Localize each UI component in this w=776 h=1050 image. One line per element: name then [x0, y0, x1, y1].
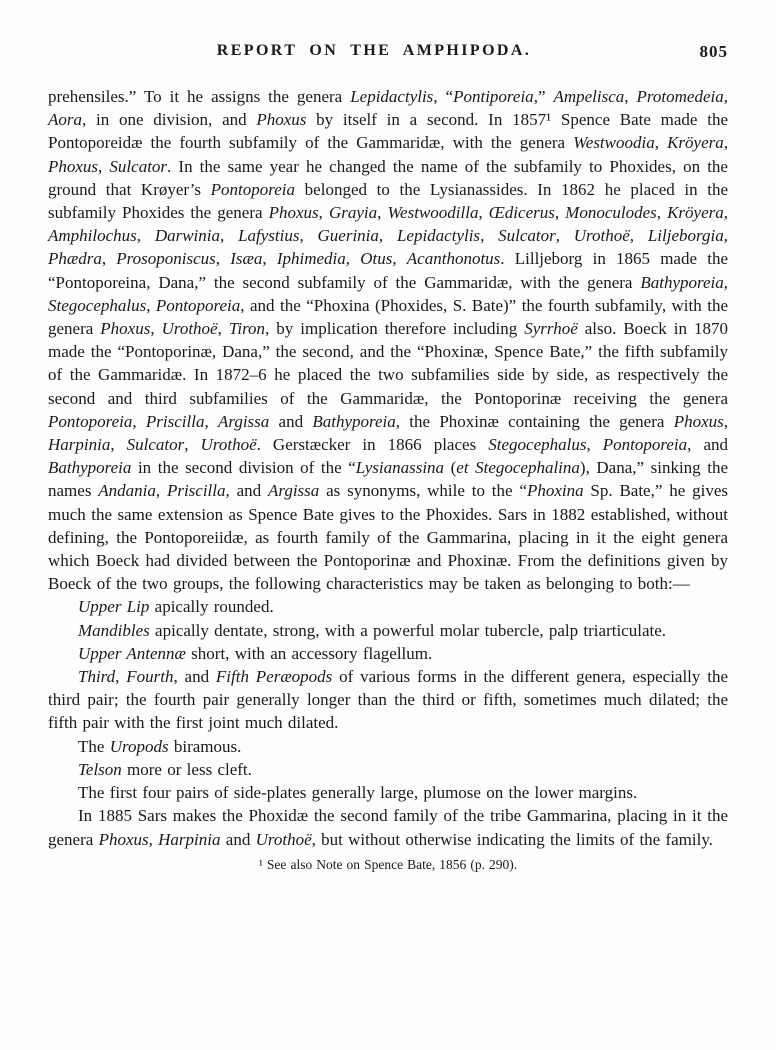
genus-name-italic: Upper Lip — [78, 597, 150, 617]
text-segment: , — [723, 226, 728, 246]
genus-name-italic: Kröyera — [667, 203, 724, 223]
genus-name-italic: Isæa — [230, 249, 263, 269]
paragraph — [48, 735, 728, 758]
genus-name-italic: Argissa — [217, 411, 270, 431]
text-segment: , but without otherwise indicating the limits of the family. — [311, 829, 714, 849]
text-segment: and — [269, 411, 313, 431]
genus-name-italic: Pontoporeia — [602, 435, 688, 455]
genus-name-italic: Acanthonotus — [406, 249, 501, 269]
paragraph — [48, 665, 728, 735]
text-segment: , — [299, 226, 318, 246]
genus-name-italic: Phædra — [48, 249, 102, 269]
text-segment: . Lilljeborg in 1865 made the “Pontoporeina, Dana,” the second subfamily of the Gammaridæ, with the genera — [48, 249, 728, 292]
text-segment: , — [132, 411, 146, 431]
text-segment: , — [478, 203, 489, 223]
text-segment: , — [148, 829, 159, 849]
text-segment: , — [115, 667, 127, 687]
genus-name-italic: Monoculodes — [565, 203, 657, 223]
text-segment: , — [262, 249, 277, 269]
genus-name-italic: et Stegocephalina — [456, 458, 580, 478]
genus-name-italic: Pontoporeia — [48, 411, 133, 431]
genus-name-italic: Lepidactylis — [350, 87, 434, 106]
page-number: 805 — [699, 42, 728, 61]
genus-name-italic: Harpinia — [48, 435, 111, 455]
text-segment: , — [723, 411, 728, 431]
genus-name-italic: Sulcator — [126, 435, 185, 455]
genus-name-italic: Westwoodilla — [387, 203, 479, 223]
genus-name-italic: Grayia — [328, 203, 378, 223]
genus-name-italic: Harpinia — [158, 829, 221, 849]
text-segment: , — [480, 226, 499, 246]
page-header — [48, 42, 728, 64]
text-segment: , — [101, 249, 117, 269]
text-segment: Sp. Bate,” he gives much the same extension as Spence Bate gives to the Phoxides. Sars in 1882 established, without defining, the Pontoporeiidæ, as fourth family of the Gammarina, placing in it the eight genera which Boeck had divided between the Pontoporinæ and Phoxinæ. From the definitions given by Boeck of the two groups, the following characteristics may be taken as belonging to both:— — [48, 481, 728, 594]
genus-name-italic: Fifth Peræopods — [215, 667, 333, 687]
text-segment: , — [220, 226, 239, 246]
genus-name-italic: Pontiporeia — [453, 87, 534, 106]
text-segment: ), Dana,” sinking the names — [48, 458, 728, 501]
genus-name-italic: Urothoë — [573, 226, 630, 246]
text-segment: , — [146, 295, 156, 315]
text-segment: , — [217, 319, 229, 339]
text-segment: , — [654, 133, 668, 153]
paragraph — [48, 781, 728, 804]
text-segment: in the second division of the “ — [131, 458, 356, 478]
text-segment: biramous. — [168, 736, 242, 756]
genus-name-italic: Aora — [48, 110, 82, 130]
genus-name-italic: Telson — [78, 759, 122, 779]
genus-name-italic: Darwinia — [154, 226, 221, 246]
text-segment: , — [204, 411, 218, 431]
text-segment: , in one division, and — [82, 110, 257, 130]
text-segment: , — [150, 319, 162, 339]
text-segment: , — [723, 133, 728, 153]
genus-name-italic: Uropods — [109, 736, 169, 756]
genus-name-italic: Lepidactylis — [396, 226, 481, 246]
text-segment: , and — [225, 481, 268, 501]
genus-name-italic: Urothoë — [161, 319, 218, 339]
text-segment: , — [98, 156, 110, 176]
text-segment: prehensiles.” To it he assigns the genera — [48, 87, 351, 106]
text-segment: , and — [173, 667, 216, 687]
genus-name-italic: Andania — [98, 481, 156, 501]
genus-name-italic: Phoxus — [100, 319, 151, 339]
text-segment: , — [392, 249, 407, 269]
text-segment: and — [220, 829, 256, 849]
text-segment: , — [555, 226, 574, 246]
genus-name-italic: Phoxus — [98, 829, 149, 849]
text-segment: , and the “Phoxina (Phoxides, S. Bate)” the fourth subfamily, with the genera — [48, 295, 728, 339]
text-segment: , — [184, 435, 201, 455]
paragraph — [48, 804, 728, 850]
genus-name-italic: Priscilla — [145, 411, 205, 431]
text-segment: , — [110, 435, 127, 455]
text-segment: short, with an accessory flagellum. — [185, 643, 433, 663]
genus-name-italic: Protomedeia — [636, 87, 724, 106]
text-segment: , — [377, 203, 388, 223]
text-segment: , and — [687, 435, 728, 455]
genus-name-italic: Iphimedia — [276, 249, 346, 269]
genus-name-italic: Westwoodia — [573, 133, 655, 153]
text-segment: , — [215, 249, 231, 269]
genus-name-italic: Bathyporeia — [640, 272, 724, 292]
text-segment: , — [155, 481, 167, 501]
text-segment: , — [378, 226, 397, 246]
genus-name-italic: Amphilochus — [48, 226, 137, 246]
genus-name-italic: Prosoponiscus — [116, 249, 216, 269]
text-segment: , — [318, 203, 329, 223]
genus-name-italic: Otus — [360, 249, 393, 269]
genus-name-italic: Kröyera — [667, 133, 724, 153]
genus-name-italic: Œdicerus — [488, 203, 555, 223]
text-segment: ,” — [533, 87, 554, 106]
genus-name-italic: Third — [78, 667, 116, 687]
genus-name-italic: Stegocephalus — [488, 435, 587, 455]
genus-name-italic: Pontoporeia — [155, 295, 241, 315]
genus-name-italic: Lafystius — [238, 226, 300, 246]
text-segment: as synonyms, while to the “ — [319, 481, 527, 501]
text-segment: , — [586, 435, 603, 455]
text-segment: belonged to the Lysianassides. In 1862 he placed in the subfamily Phoxides the genera — [48, 179, 728, 223]
text-segment: apically dentate, strong, with a powerful molar tubercle, palp triarticulate. — [149, 620, 667, 640]
text-segment: The — [78, 736, 110, 756]
paragraph — [48, 642, 728, 665]
text-segment: . Gerstæcker in 1866 places — [256, 435, 489, 455]
genus-name-italic: Lysianassina — [355, 458, 445, 478]
genus-name-italic: Fourth — [126, 667, 174, 687]
paragraph — [48, 619, 728, 642]
text-segment: , — [723, 272, 728, 292]
text-segment: by itself in a second. In 1857¹ Spence Bate made the Pontoporeidæ the fourth subfamily of the Gammaridæ, with the genera — [48, 110, 728, 153]
genus-name-italic: Syrrhoë — [524, 319, 578, 339]
text-segment: , — [656, 203, 668, 223]
paragraph — [48, 595, 728, 618]
text-body — [48, 85, 728, 851]
text-segment: In 1885 Sars makes the Phoxidæ the second family of the tribe Gammarina, placing in it the genera — [48, 806, 728, 849]
genus-name-italic: Tiron — [228, 319, 266, 339]
text-segment: , — [345, 249, 361, 269]
text-segment: , — [136, 226, 155, 246]
genus-name-italic: Sulcator — [109, 156, 168, 176]
genus-name-italic: Urothoë — [255, 829, 312, 849]
text-segment: The first four pairs of side-plates generally large, plumose on the lower margins. — [78, 783, 638, 803]
footnote: ¹ See also Note on Spence Bate, 1856 (p. 290). — [258, 856, 518, 872]
genus-name-italic: Phoxus — [256, 110, 307, 130]
text-segment: also. Boeck in 1870 made the “Pontoporinæ, Dana,” the second, and the “Phoxinæ, Spence Bate,” the fifth subfamily of the Gammaridæ. In 1872–6 he placed the two subfamilies side by side, as respectively the second and third subfamilies of the Gammaridæ, the Pontoporinæ receiving the genera — [48, 319, 728, 408]
genus-name-italic: Phoxus — [673, 411, 724, 431]
text-segment: , — [629, 226, 648, 246]
genus-name-italic: Ampelisca — [553, 87, 625, 106]
text-segment: apically rounded. — [149, 597, 274, 617]
text-segment: , — [624, 87, 637, 106]
genus-name-italic: Argissa — [267, 481, 320, 501]
text-segment: , the Phoxinæ containing the genera — [395, 411, 674, 431]
text-segment: , — [723, 203, 728, 223]
genus-name-italic: Phoxina — [526, 481, 584, 501]
genus-name-italic: Upper Antennæ — [78, 643, 186, 663]
genus-name-italic: Sulcator — [498, 226, 556, 246]
genus-name-italic: Urothoë — [200, 435, 257, 455]
paragraph — [48, 758, 728, 781]
text-segment: more or less cleft. — [121, 759, 252, 779]
genus-name-italic: Guerinia — [317, 226, 379, 246]
text-segment: , by implication therefore including — [265, 319, 525, 339]
genus-name-italic: Mandibles — [78, 620, 150, 640]
text-segment: of various forms in the different genera, especially the third pair; the fourth pair generally longer than the third or fifth, sometimes much dilated; the fifth pair with the first joint much dilated. — [48, 667, 728, 733]
text-segment: , “ — [433, 87, 454, 106]
text-segment: , — [554, 203, 566, 223]
text-segment: ( — [444, 458, 457, 478]
genus-name-italic: Phoxus — [268, 203, 319, 223]
genus-name-italic: Phoxus — [48, 156, 99, 176]
genus-name-italic: Stegocephalus — [48, 295, 147, 315]
text-segment: . In the same year he changed the name of the subfamily to Phoxides, on the ground that Krøyer’s — [48, 156, 728, 199]
genus-name-italic: Priscilla — [166, 481, 226, 501]
genus-name-italic: Liljeborgia — [647, 226, 724, 246]
genus-name-italic: Bathyporeia — [48, 458, 132, 478]
text-segment: , — [723, 87, 728, 106]
paragraph — [48, 85, 728, 595]
genus-name-italic: Bathyporeia — [312, 411, 396, 431]
genus-name-italic: Pontoporeia — [210, 179, 296, 199]
running-title: REPORT ON THE AMPHIPODA. — [216, 42, 532, 59]
